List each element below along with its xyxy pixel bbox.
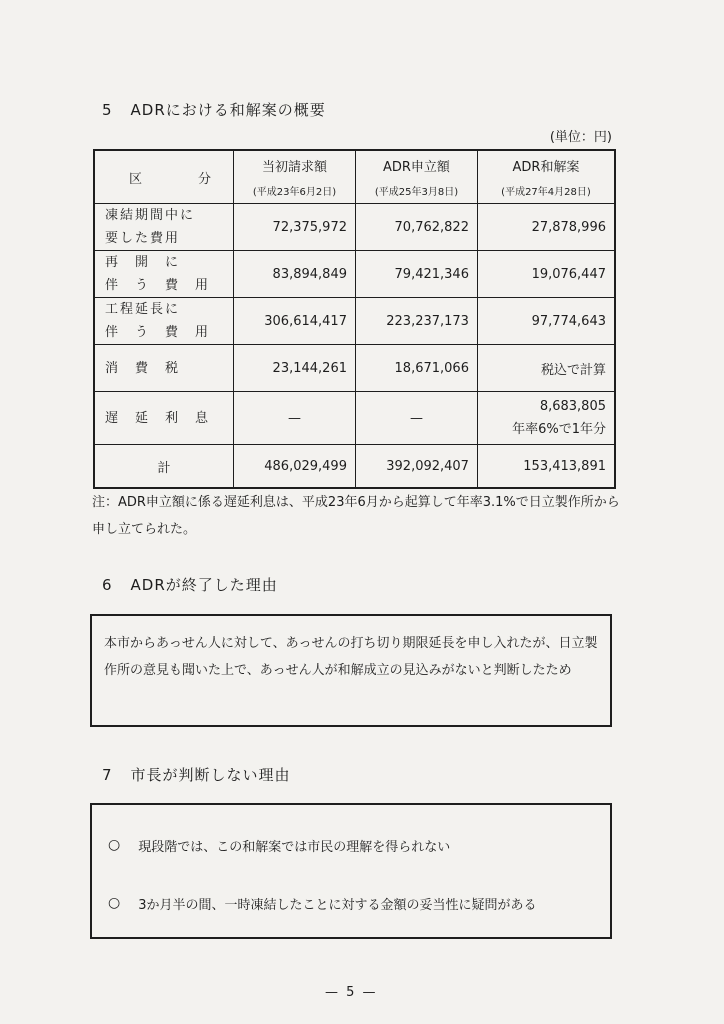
header-category-a: 区: [128, 171, 142, 187]
table-row-total: [94, 445, 615, 489]
row-label: [94, 204, 234, 251]
cell-adr-settlement: 97,774,643: [477, 298, 615, 345]
header-adr-settlement-date: (平成27年4月28日): [501, 187, 591, 198]
header-initial-claim-label: 当初請求額: [261, 160, 327, 175]
table-row-restart-cost: [94, 251, 615, 298]
table-row-consumption-tax: [94, 345, 615, 392]
table-row-extension-cost: [94, 298, 615, 345]
section-5-heading: [102, 99, 326, 120]
row-label: 消 費 税: [94, 345, 234, 392]
section-number: 7: [102, 766, 113, 784]
cell-initial-claim: —: [234, 392, 356, 445]
list-item-text: 現段階では、この和解案では市民の理解を得られない: [138, 839, 451, 855]
header-adr-settlement: [477, 150, 615, 204]
cell-initial-claim: 486,029,499: [234, 445, 356, 489]
mayor-reasons-box: [90, 803, 612, 939]
header-category-b: 分: [198, 171, 212, 187]
row-label: 遅 延 利 息: [94, 392, 234, 445]
header-adr-application: [355, 150, 477, 204]
row-label: 計: [94, 445, 234, 489]
cell-adr-settlement: 153,413,891: [477, 445, 615, 489]
list-item: [108, 891, 600, 915]
page-number: — 5 —: [325, 985, 378, 1000]
row-label-line2: 伴 う 費 用: [105, 325, 211, 340]
circle-bullet-icon: ○: [108, 837, 121, 853]
section-title: ADRにおける和解案の概要: [130, 101, 326, 119]
header-adr-application-label: ADR申立額: [383, 160, 450, 175]
adr-settlement-table: [93, 149, 616, 489]
section-number: 6: [102, 576, 113, 594]
section-6-heading: [102, 574, 278, 595]
cell-initial-claim: 306,614,417: [234, 298, 356, 345]
row-label-line1: 再 開 に: [105, 255, 181, 270]
row-label-line2: 伴 う 費 用: [105, 278, 211, 293]
unit-label: (単位：円): [549, 130, 612, 145]
cell-adr-application: —: [355, 392, 477, 445]
header-initial-claim: [234, 150, 356, 204]
cell-adr-application: 70,762,822: [355, 204, 477, 251]
row-label: [94, 251, 234, 298]
cell-adr-settlement: [477, 392, 615, 445]
header-adr-settlement-label: ADR和解案: [512, 160, 580, 175]
table-note: 注：ADR申立額に係る遅延利息は、平成23年6月から起算して年率3.1%で日立製作所から申し立てられた。: [92, 495, 620, 537]
cell-adr-application: 392,092,407: [355, 445, 477, 489]
cell-adr-application: 18,671,066: [355, 345, 477, 392]
cell-adr-settlement: 19,076,447: [477, 251, 615, 298]
cell-initial-claim: 23,144,261: [234, 345, 356, 392]
header-category: [94, 150, 234, 204]
row-label-line2: 要した費用: [105, 231, 181, 246]
row-label-line1: 工程延長に: [105, 302, 181, 317]
header-initial-claim-date: (平成23年6月2日): [252, 187, 337, 198]
termination-reason-box: [90, 614, 612, 727]
section-title: ADRが終了した理由: [130, 576, 278, 594]
section-number: 5: [102, 101, 113, 119]
cell-adr-settlement: 税込で計算: [477, 345, 615, 392]
table-row-freeze-cost: [94, 204, 615, 251]
row-label-line1: 凍結期間中に: [105, 208, 196, 223]
late-interest-amount: 8,683,805: [539, 399, 606, 414]
circle-bullet-icon: ○: [108, 895, 121, 911]
termination-reason-text: 本市からあっせん人に対して、あっせんの打ち切り期限延長を申し入れたが、日立製作所の意見も聞いた上で、あっせん人が和解成立の見込みがないと判断したため: [104, 636, 598, 678]
section-title: 市長が判断しない理由: [130, 766, 291, 784]
cell-adr-settlement: 27,878,996: [477, 204, 615, 251]
list-item-text: 3か月半の間、一時凍結したことに対する金額の妥当性に疑問がある: [138, 897, 537, 913]
cell-initial-claim: 83,894,849: [234, 251, 356, 298]
section-7-heading: [102, 764, 291, 785]
header-adr-application-date: (平成25年3月8日): [374, 187, 459, 198]
cell-initial-claim: 72,375,972: [234, 204, 356, 251]
late-interest-note: 年率6%で1年分: [512, 422, 606, 437]
table-row-late-interest: [94, 392, 615, 445]
list-item: [108, 833, 600, 857]
cell-adr-application: 223,237,173: [355, 298, 477, 345]
cell-adr-application: 79,421,346: [355, 251, 477, 298]
row-label: [94, 298, 234, 345]
table-header-row: [94, 150, 615, 204]
